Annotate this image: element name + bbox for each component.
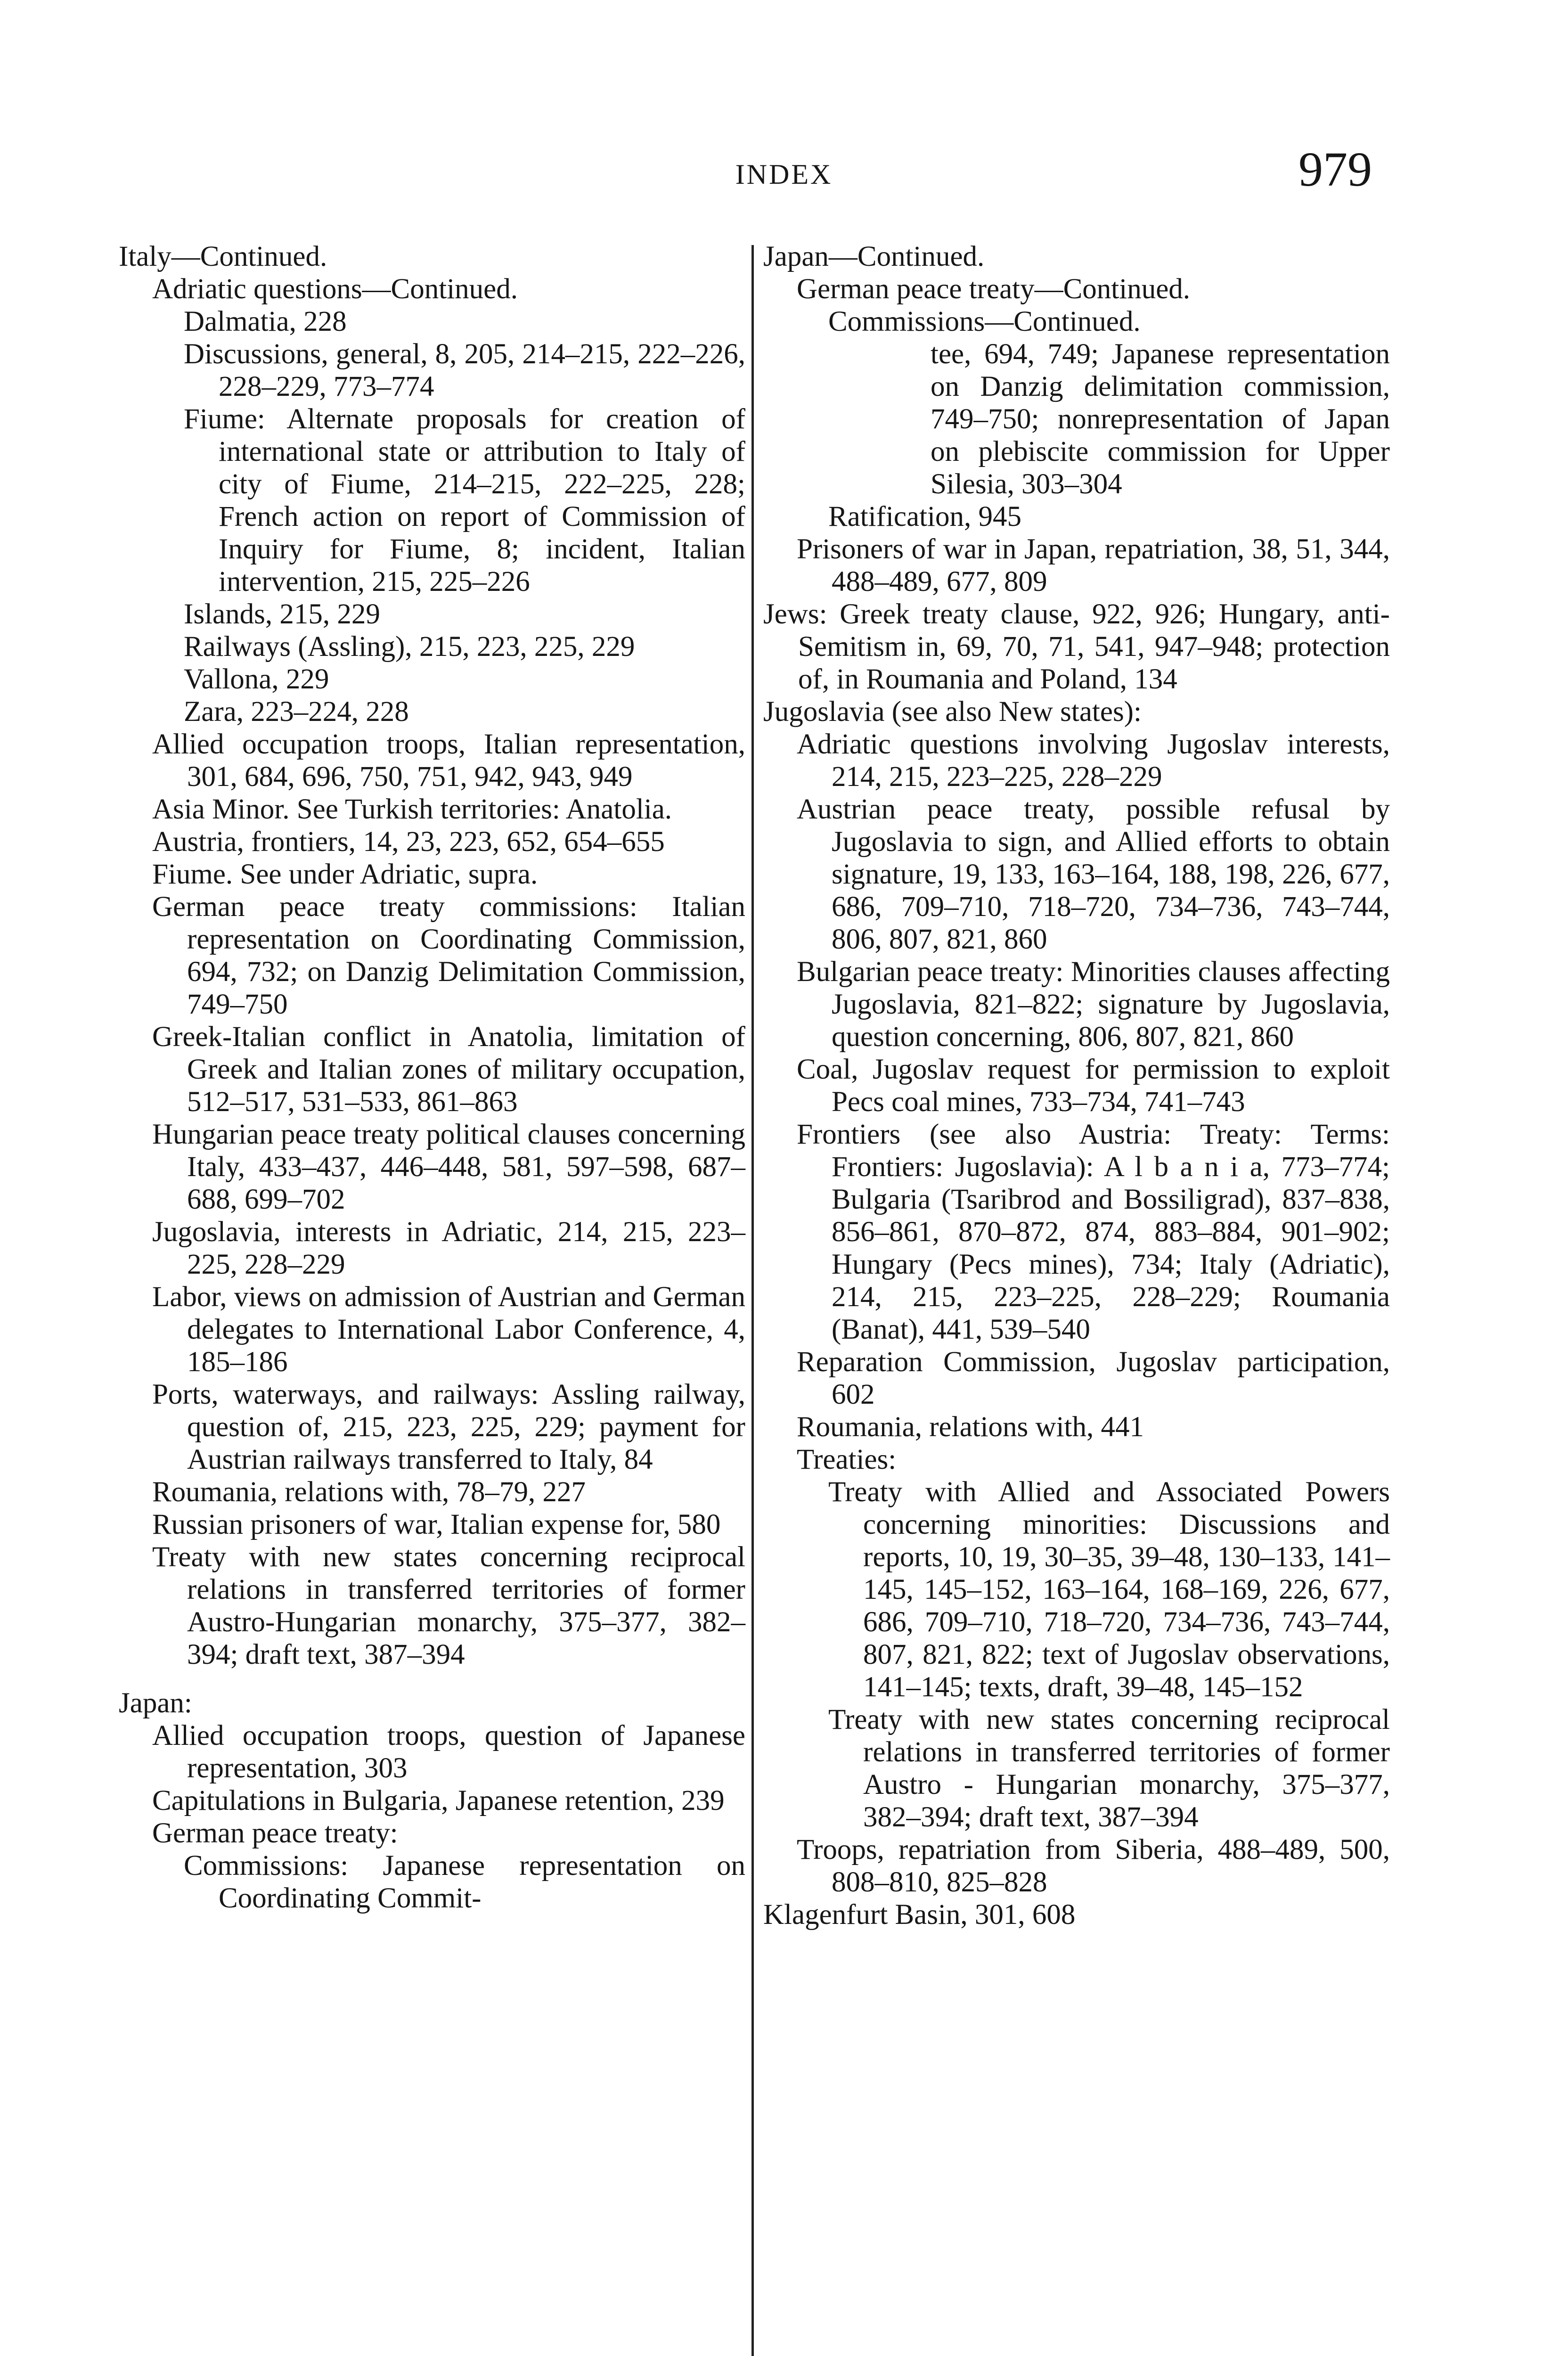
index-column-left (119, 240, 745, 1914)
index-entry: Bulgarian peace treaty: Minorities clauses affecting Jugoslavia, 821–822; signature by Jugoslavia, question concerning, 806, 807, 821, 860 (797, 956, 1390, 1053)
index-entry: Troops, repatriation from Siberia, 488–489, 500, 808–810, 825–828 (797, 1834, 1390, 1898)
index-entry: Roumania, relations with, 78–79, 227 (152, 1476, 586, 1508)
index-entry: Treaties: (797, 1444, 897, 1475)
index-entry: Austria, frontiers, 14, 23, 223, 652, 654–655 (152, 826, 665, 858)
index-entry: Capitulations in Bulgaria, Japanese retention, 239 (152, 1785, 725, 1816)
index-entry: tee, 694, 749; Japanese representation on Danzig delimitation commission, 749–750; nonrepresentation of Japan on plebiscite commission for Upper Silesia, 303–304 (931, 338, 1390, 500)
index-entry: German peace treaty commissions: Italian representation on Coordinating Commission, 694, 732; on Danzig Delimitation Commission, 749–750 (152, 891, 745, 1020)
index-entry: Japan: (119, 1687, 192, 1719)
index-entry: Prisoners of war in Japan, repatriation, 38, 51, 344, 488–489, 677, 809 (797, 533, 1390, 597)
index-entry: Japan—Continued. (763, 241, 985, 272)
index-column-right (763, 240, 1390, 1931)
index-entry: German peace treaty—Continued. (797, 273, 1191, 305)
index-entry: Reparation Commission, Jugoslav participation, 602 (797, 1346, 1390, 1410)
index-entry: Russian prisoners of war, Italian expense for, 580 (152, 1509, 721, 1540)
index-entry: Treaty with new states concerning reciprocal relations in transferred territories of former Austro - Hungarian monarchy, 375–377, 382–394; draft text, 387–394 (828, 1704, 1390, 1833)
index-entry: Fiume: Alternate proposals for creation of international state or attribution to Italy of city of Fiume, 214–215, 222–225, 228; French action on report of Commission of Inquiry for Fiume, 8; incident, Italian intervention, 215, 225–226 (184, 403, 745, 597)
index-entry: Frontiers (see also Austria: Treaty: Terms: Frontiers: Jugoslavia): A l b a n i a, 773–774; Bulgaria (Tsaribrod and Bossiligrad), 837–838, 856–861, 870–872, 874, 883–884, 901–902; Hungary (Pecs mines), 734; Italy (Adriatic), 214, 215, 223–225, 228–229; Roumania (Banat), 441, 539–540 (797, 1119, 1390, 1345)
index-entry: Allied occupation troops, Italian representation, 301, 684, 696, 750, 751, 942, 943, 949 (152, 728, 745, 793)
index-entry: Greek-Italian conflict in Anatolia, limitation of Greek and Italian zones of military occupation, 512–517, 531–533, 861–863 (152, 1021, 745, 1118)
index-entry: German peace treaty: (152, 1817, 398, 1849)
column-divider (751, 245, 754, 2356)
index-entry: Allied occupation troops, question of Japanese representation, 303 (152, 1720, 745, 1784)
index-entry: Jugoslavia, interests in Adriatic, 214, 215, 223–225, 228–229 (152, 1216, 745, 1280)
index-entry: Ratification, 945 (828, 501, 1021, 532)
index-entry: Commissions: Japanese representation on Coordinating Commit- (184, 1850, 745, 1914)
index-entry: Coal, Jugoslav request for permission to exploit Pecs coal mines, 733–734, 741–743 (797, 1054, 1390, 1118)
index-entry: Fiume. See under Adriatic, supra. (152, 859, 538, 890)
index-entry: Commissions—Continued. (828, 306, 1141, 337)
index-entry: Zara, 223–224, 228 (184, 696, 409, 728)
index-entry: Asia Minor. See Turkish territories: Anatolia. (152, 794, 672, 825)
index-entry: Austrian peace treaty, possible refusal by Jugoslavia to sign, and Allied efforts to obtain signature, 19, 133, 163–164, 188, 198, 226, 677, 686, 709–710, 718–720, 734–736, 743–744, 806, 807, 821, 860 (797, 794, 1390, 955)
index-entry: Discussions, general, 8, 205, 214–215, 222–226, 228–229, 773–774 (184, 338, 745, 402)
running-head-title: INDEX (735, 159, 833, 190)
index-entry: Dalmatia, 228 (184, 306, 347, 337)
index-entry: Railways (Assling), 215, 223, 225, 229 (184, 631, 635, 663)
index-entry: Adriatic questions—Continued. (152, 273, 518, 305)
index-entry: Vallona, 229 (184, 663, 329, 695)
index-entry: Italy—Continued. (119, 241, 327, 272)
index-entry: Jugoslavia (see also New states): (763, 696, 1142, 728)
index-entry: Klagenfurt Basin, 301, 608 (763, 1899, 1076, 1931)
index-entry: Ports, waterways, and railways: Assling railway, question of, 215, 223, 225, 229; payment for Austrian railways transferred to Italy, 84 (152, 1379, 745, 1475)
index-entry: Labor, views on admission of Austrian and German delegates to International Labor Conference, 4, 185–186 (152, 1281, 745, 1378)
index-entry: Adriatic questions involving Jugoslav interests, 214, 215, 223–225, 228–229 (797, 728, 1390, 793)
running-head (0, 141, 1568, 198)
index-entry: Islands, 215, 229 (184, 598, 380, 630)
index-entry: Roumania, relations with, 441 (797, 1411, 1144, 1443)
index-entry: Treaty with new states concerning reciprocal relations in transferred territories of former Austro-Hungarian monarchy, 375–377, 382–394; draft text, 387–394 (152, 1541, 745, 1670)
index-entry: Jews: Greek treaty clause, 922, 926; Hungary, anti-Semitism in, 69, 70, 71, 541, 947–948; protection of, in Roumania and Poland, 134 (763, 598, 1390, 695)
index-entry: Treaty with Allied and Associated Powers concerning minorities: Discussions and reports, 10, 19, 30–35, 39–48, 130–133, 141–145, 145–152, 163–164, 168–169, 226, 677, 686, 709–710, 718–720, 734–736, 743–744, 807, 821, 822; text of Jugoslav observations, 141–145; texts, draft, 39–48, 145–152 (828, 1476, 1390, 1703)
index-entry: Hungarian peace treaty political clauses concerning Italy, 433–437, 446–448, 581, 597–598, 687–688, 699–702 (152, 1119, 745, 1215)
page-number: 979 (1298, 142, 1372, 196)
